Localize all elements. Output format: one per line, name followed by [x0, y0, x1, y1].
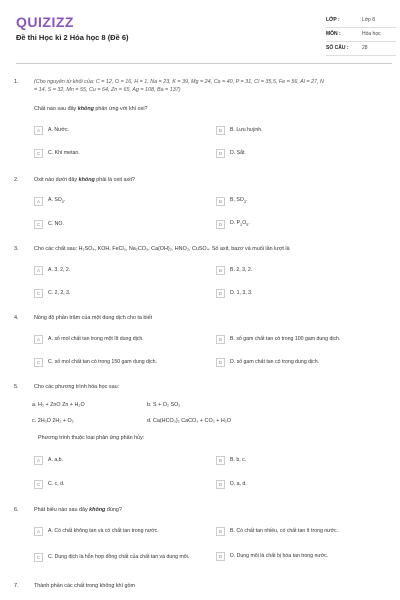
option-letter: C: [34, 149, 43, 158]
option-letter: C: [34, 289, 43, 298]
question-number: 4.: [14, 315, 19, 321]
option-b[interactable]: [216, 125, 263, 136]
equation-c: c. 2H₂O 2H₂ + O₂: [32, 418, 74, 424]
divider: [326, 55, 396, 56]
divider: [326, 41, 396, 42]
option-letter: A: [34, 126, 43, 135]
option-text: A. $SO_2$.: [48, 197, 66, 205]
option-letter: A: [34, 335, 43, 344]
option-text: C. Dung dịch là hỗn hợp đồng chất của chất tan và dung môi.: [48, 553, 190, 560]
question-text: Nồng độ phần trăm của một dung dịch cho ta biết: [34, 315, 153, 321]
question-number: 5.: [14, 384, 19, 390]
question-number: 1.: [14, 79, 19, 85]
option-letter: A: [34, 456, 43, 465]
option-letter: C: [34, 220, 43, 229]
option-text: A. số mol chất tan trong một lít dung dịch.: [48, 336, 144, 343]
option-letter: C: [34, 553, 43, 562]
option-c[interactable]: [34, 148, 80, 159]
option-letter: D: [216, 552, 225, 561]
option-letter: A: [34, 266, 43, 275]
option-text: D. Dung môi là chất bị hòa tan trong nước.: [230, 553, 329, 560]
option-text: C. số mol chất tan có trong 150 gam dung dịch.: [48, 359, 158, 366]
option-letter: D: [216, 358, 225, 367]
option-text: D. $P_2O_5$.: [230, 220, 250, 228]
option-b[interactable]: [216, 455, 246, 466]
option-b[interactable]: [216, 265, 252, 276]
option-letter: C: [34, 358, 43, 367]
option-letter: B: [216, 266, 225, 275]
option-letter: B: [216, 527, 225, 536]
option-d[interactable]: [216, 357, 319, 368]
meta-value: Lớp 8: [362, 17, 376, 23]
option-text: D. 1, 3, 3.: [230, 290, 253, 297]
question-number: 3.: [14, 246, 19, 252]
question-text: Chất nào sau đây không phản ứng với khí oxi?: [34, 106, 148, 112]
option-letter: B: [216, 335, 225, 344]
option-a[interactable]: [34, 526, 159, 537]
option-c[interactable]: [34, 549, 208, 565]
option-letter: C: [34, 480, 43, 489]
option-text: C. Khí metan.: [48, 150, 80, 157]
option-c[interactable]: [34, 479, 64, 490]
option-b[interactable]: [216, 526, 338, 537]
meta-label: MÔN :: [326, 31, 341, 37]
option-d[interactable]: [216, 288, 253, 299]
option-text: C. 2, 2, 3.: [48, 290, 71, 297]
option-a[interactable]: [34, 334, 144, 345]
equation-a: a. H₂ + ZnO Zn + H₂O: [32, 402, 85, 408]
option-a[interactable]: [34, 455, 63, 466]
option-c[interactable]: [34, 288, 71, 299]
option-b[interactable]: [216, 334, 340, 345]
option-c[interactable]: [34, 219, 64, 230]
option-d[interactable]: [216, 148, 246, 159]
equation-d: d. Ca(HCO₃)₂ CaCO₃ + CO₂ + H₂O: [147, 418, 232, 424]
option-a[interactable]: [34, 125, 69, 136]
quizizz-logo: QUIZIZZ: [16, 14, 74, 30]
question-text: Thành phần các chất trong không khí gồm: [34, 583, 135, 589]
option-text: A. Nước.: [48, 127, 69, 134]
option-text: B. Lưu huỳnh.: [230, 127, 263, 134]
header-divider: [16, 63, 392, 64]
option-text: A. Có chất không tan và có chất tan trong nước.: [48, 528, 159, 535]
option-text: C. NO.: [48, 221, 64, 228]
option-d[interactable]: [216, 551, 328, 562]
option-letter: D: [216, 220, 225, 229]
option-text: D. Sắt.: [230, 150, 246, 157]
question-text: Phát biểu nào sau đây không đúng?: [34, 507, 122, 513]
meta-value: Hóa học: [362, 31, 381, 37]
question-note-2: = 14, S = 32, Mn = 55, Cu = 64, Zn = 65, Ag = 108, Ba = 137): [34, 87, 181, 93]
option-text: B. số gam chất tan có trong 100 gam dung dịch.: [230, 336, 341, 343]
meta-label: SỐ CÂU :: [326, 45, 349, 51]
question-note: (Cho nguyên tử khối của: C = 12, O = 16, H = 1, Na = 23, K = 39, Mg = 24, Ca = 40, P = 31, Cl = 35,5, Fe = 56, Al = 27, N: [34, 79, 324, 85]
option-letter: A: [34, 197, 43, 206]
question-number: 7.: [14, 583, 19, 589]
option-c[interactable]: [34, 357, 157, 368]
option-text: D. a, d.: [230, 481, 247, 488]
question-text: Cho các phương trình hóa học sau:: [34, 384, 120, 390]
option-letter: A: [34, 527, 43, 536]
page-title: Đề thi Học kì 2 Hóa học 8 (Đề 6): [16, 33, 129, 42]
option-text: C. c, d.: [48, 481, 65, 488]
meta-value: 28: [362, 45, 368, 51]
question-text: Oxit nào dưới đây không phải là oxit axit?: [34, 177, 135, 183]
question-number: 2.: [14, 177, 19, 183]
option-letter: D: [216, 480, 225, 489]
option-a[interactable]: [34, 196, 65, 207]
option-text: B. Có chất tan nhiều, có chất tan ít trong nước.: [230, 528, 339, 535]
option-letter: D: [216, 149, 225, 158]
option-a[interactable]: [34, 265, 70, 276]
question-text: Cho các chất sau: H₂SO₄, KOH, FeCl₃, Na₂CO₃, Ca(OH)₂, HNO₃, CuSO₄. Số axit, bazơ và muối lần lượt là: [34, 246, 290, 252]
question-subtext: Phương trình thuộc loại phản ứng phân hủy:: [38, 435, 145, 441]
option-d[interactable]: [216, 219, 250, 230]
question-number: 6.: [14, 507, 19, 513]
option-letter: B: [216, 456, 225, 465]
option-letter: B: [216, 197, 225, 206]
option-text: D. số gam chất tan có trong dung dịch.: [230, 359, 320, 366]
option-b[interactable]: [216, 196, 247, 207]
equation-b: b. S + O₂ SO₂: [147, 402, 181, 408]
option-text: A. 3, 2, 2.: [48, 267, 71, 274]
option-text: B. $SO_3$.: [230, 197, 248, 205]
option-letter: D: [216, 289, 225, 298]
option-text: B. 2, 3, 2.: [230, 267, 253, 274]
option-letter: B: [216, 126, 225, 135]
option-text: A. a,b.: [48, 457, 63, 464]
divider: [326, 27, 396, 28]
option-text: B. b, c.: [230, 457, 247, 464]
option-d[interactable]: [216, 479, 247, 490]
meta-label: LỚP :: [326, 17, 340, 23]
